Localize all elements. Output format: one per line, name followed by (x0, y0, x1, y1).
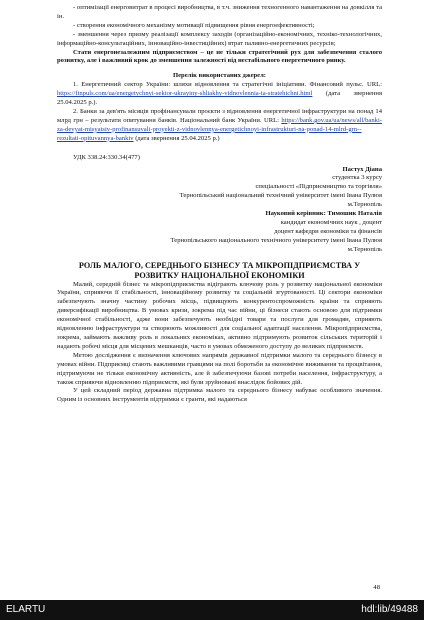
supervisor-position: доцент кафедри економіки та фінансів (274, 227, 382, 235)
references-title: Перелік використаних джерел: (173, 72, 266, 80)
reference-2-date: (дата звернення 25.04.2025 р.) (133, 134, 220, 142)
reference-2-link[interactable]: https://bank.gov.ua/ua/news/all/banki-za-devyat-misyatsiv-profinansuvali-proyekti-z-vidnovlennya-energetichnoyi-infrastrukturi-na-ponad-14-mlrd-grn--rezultati-opituvannya-bankiv (57, 116, 382, 142)
footer-bar (0, 600, 424, 620)
page-content (57, 4, 382, 405)
author-university: Тернопільський національний технічний університет імені Івана Пулюя (179, 192, 382, 200)
supervisor-city: м.Тернопіль (347, 245, 382, 253)
supervisor-university: Тернопільського національного технічного університету імені Івана Пулюя (170, 236, 382, 244)
reference-1-date: (дата звернення 25.04.2025 р.). (57, 90, 382, 107)
author-status: студентка 3 курсу (332, 174, 382, 182)
article-title: РОЛЬ МАЛОГО, СЕРЕДНЬОГО БІЗНЕСУ ТА МІКРОПІДПРИЄМСТВА У РОЗВИТКУ НАЦІОНАЛЬНОЇ ЕКОНОМІКИ (78, 260, 361, 280)
page-number: 48 (373, 584, 380, 591)
udc-code: УДК 338.24:330.34(477) (73, 153, 140, 161)
reference-1-link[interactable]: https://finpuls.com/ua/energetychnyi-sektor-ukrayiny-shliakhy-vidnovlennia-ta-stratehichni.html (57, 90, 313, 98)
footer-handle: hdl:lib/49488 (361, 604, 418, 615)
conclusion-paragraph: Стати енергонезалежним підприємством – це не тільки стратегічний рух для забезпечення сталого розвитку, але і важливий крок до зменшення залежності від нестабільного енергетичного ринку. (57, 48, 382, 65)
reference-1-text: 1. Енергетичний сектор України: шляхи відновлення та стратегічні ініціативи. Фінансовий пульс. URL: (73, 81, 382, 89)
reference-2 (57, 108, 382, 144)
body-paragraph-2: Метою дослідження є визначення ключових напрямів державної підтримки малого та середнього бізнесу в умовах війни. Підприємці стають важливими гравцями на полі боротьби за економічне виживання та процвітання, підтримуючи не тільки економічну активність, але й забезпечуючи базові потреби населення, інфраструктуру, а також сприяючи відновленню підприємств, які були зруйновані внаслідок бойових дій. (57, 351, 382, 386)
supervisor-degree: кандидат економічних наук , доцент (280, 218, 382, 226)
author-city: м.Тернопіль (347, 201, 382, 209)
list-item-3: - зменшення через призму реалізації комплексу заходів (організаційно-економічних, техніко-технологічних, інформаційно-консультаційних, інноваційно-інвестиційних) втрат паливно-енергетичних ресурсів; (57, 30, 382, 47)
list-item-1: - оптимізації енерговитрат в процесі виробництва, в т.ч. зниження техногенного навантаження на довкілля та ін. (57, 4, 382, 20)
supervisor-name: Науковий керівник: Тимошик Наталія (265, 210, 382, 218)
author-specialty: спеціальності «Підприємництво та торгівля» (255, 183, 382, 191)
reference-2-text: 2. Банки за дев'ять місяців профінансували проєкти з відновлення енергетичної інфраструктури на понад 14 млрд грн – результати опитування банків. Національний банк України. URL: (57, 107, 382, 124)
author-name: Пастух Діана (342, 165, 382, 173)
list-item-2: - створення економічного механізму мотивації підвищення рівня енергоефективності; (73, 21, 315, 29)
footer-repository-label: ELARTU (6, 604, 46, 615)
body-paragraph-3: У цей складний період державна підтримка малого та середнього бізнесу набуває особливого значення. Одним із основних інструментів підтримки є гранти, які надаються (57, 387, 382, 404)
body-paragraph-1: Малий, середній бізнес та мікропідприємства відіграють ключову роль у розвитку національної економіки України, сприяючи її стабільності, інноваційному розвитку та соціальній згуртованості. Ці сектори економіки забезпечують значну частину робочих місць, підвищують конкурентоспроможність країни та сприяють диверсифікації виробництва. В умовах кризи, зокрема під час війни, ці бізнеси стають основою для підтримки економічної стабільності, адже вони забезпечують необхідні товари та послуги для громадян, сприяють відновленню інфраструктури та створюють можливості для соціальної адаптації населення. Мікропідприємства, зокрема, займають важливу роль в локальних економіках, активно підтримують розвиток сільських територій і надають робочі місця для місцевих мешканців, часто в умовах обмеженого доступу до великих підприємств. (57, 280, 382, 350)
reference-1 (57, 81, 382, 108)
